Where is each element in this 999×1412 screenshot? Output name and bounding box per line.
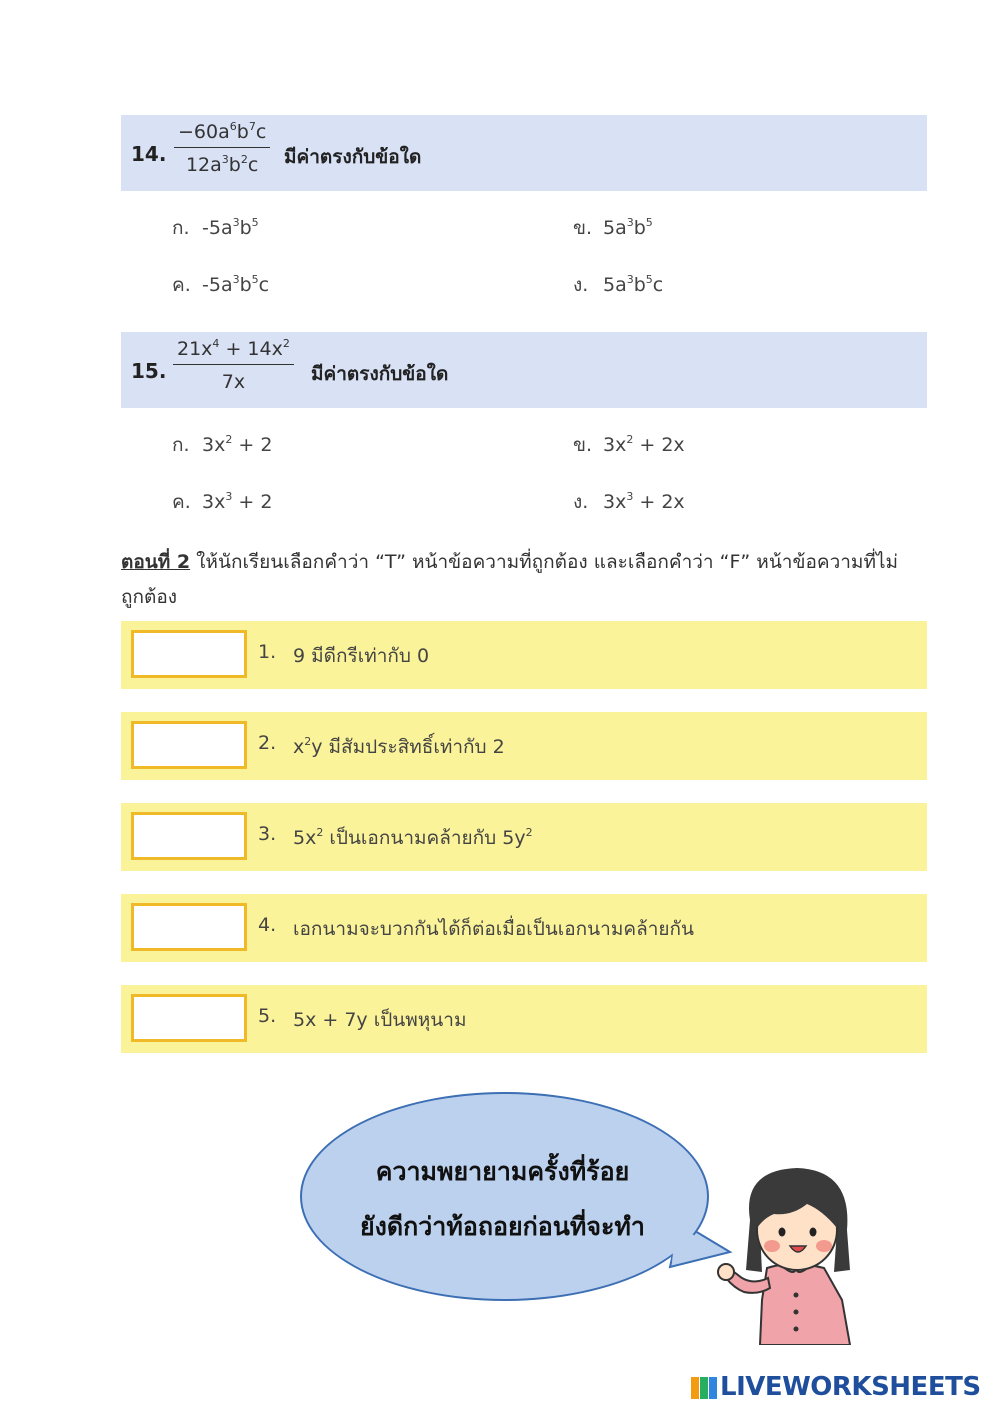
part2-heading: ตอนที่ 2 <box>121 551 191 573</box>
speech-bubble <box>300 1092 740 1302</box>
item-text: $5x^2$ เป็นเอกนามคล้ายกับ $5y^2$ <box>293 826 533 849</box>
part2-instruction-text: ให้นักเรียนเลือกคำว่า “T” หน้าข้อความที่ถูกต้อง และเลือกคำว่า “F” หน้าข้อความที่ไม่ถูกต้อง <box>121 551 899 608</box>
choice-option[interactable]: ง. $5a^3b^5c$ <box>573 273 664 296</box>
question-text: มีค่าตรงกับข้อใด <box>311 363 449 385</box>
choice-option[interactable]: ง. $3x^3 + 2x$ <box>573 490 685 513</box>
liveworksheets-logo: LIVEWORKSHEETS <box>690 1372 981 1402</box>
question-14-header <box>121 115 927 191</box>
answer-box[interactable] <box>131 994 247 1042</box>
bubble-line-2: ยังดีกว่าท้อถอยก่อนที่จะทำ <box>360 1212 645 1241</box>
choice-option[interactable]: ค. $3x^3 + 2$ <box>172 490 273 513</box>
choice-option[interactable]: ข. $3x^2 + 2x$ <box>573 433 685 456</box>
fraction <box>174 121 270 176</box>
tf-item <box>121 803 927 871</box>
answer-box[interactable] <box>131 630 247 678</box>
choice-option[interactable]: ค. $-5a^3b^5c$ <box>172 273 270 296</box>
choice-option[interactable]: ก. $-5a^3b^5$ <box>172 216 259 239</box>
item-number: 5. <box>258 1005 277 1027</box>
fraction-numerator: $21x^4 + 14x^2$ <box>173 338 294 365</box>
item-number: 4. <box>258 914 277 936</box>
tf-item <box>121 621 927 689</box>
fraction-denominator: $12a^3b^2c$ <box>185 153 259 176</box>
bubble-line-1: ความพยายามครั้งที่ร้อย <box>375 1157 630 1186</box>
answer-box[interactable] <box>131 721 247 769</box>
tf-item <box>121 985 927 1053</box>
speech-bubble-tail-cover <box>300 1092 740 1302</box>
fraction <box>173 338 294 393</box>
item-number: 1. <box>258 641 277 663</box>
item-text: 5x + 7y เป็นพหุนาม <box>293 1009 467 1031</box>
item-text: $x^2y$ มีสัมประสิทธิ์เท่ากับ 2 <box>293 735 505 758</box>
tf-item <box>121 894 927 962</box>
tf-item <box>121 712 927 780</box>
liveworksheets-logo-icon <box>690 1375 718 1401</box>
answer-box[interactable] <box>131 812 247 860</box>
item-number: 2. <box>258 732 277 754</box>
item-text: เอกนามจะบวกกันได้ก็ต่อเมื่อเป็นเอกนามคล้ายกัน <box>293 918 695 940</box>
girl-illustration-icon <box>712 1160 872 1345</box>
fraction-numerator: $-60a^6b^7c$ <box>174 121 270 148</box>
question-text: มีค่าตรงกับข้อใด <box>284 146 422 168</box>
part2-instructions <box>121 545 911 615</box>
item-number: 3. <box>258 823 277 845</box>
fraction-denominator: 7x <box>221 371 246 393</box>
question-number: 15. <box>131 359 167 383</box>
item-text: 9 มีดีกรีเท่ากับ 0 <box>293 645 430 667</box>
answer-box[interactable] <box>131 903 247 951</box>
choice-option[interactable]: ก. $3x^2 + 2$ <box>172 433 273 456</box>
question-number: 14. <box>131 142 167 166</box>
question-15-header <box>121 332 927 408</box>
choice-option[interactable]: ข. $5a^3b^5$ <box>573 216 653 239</box>
